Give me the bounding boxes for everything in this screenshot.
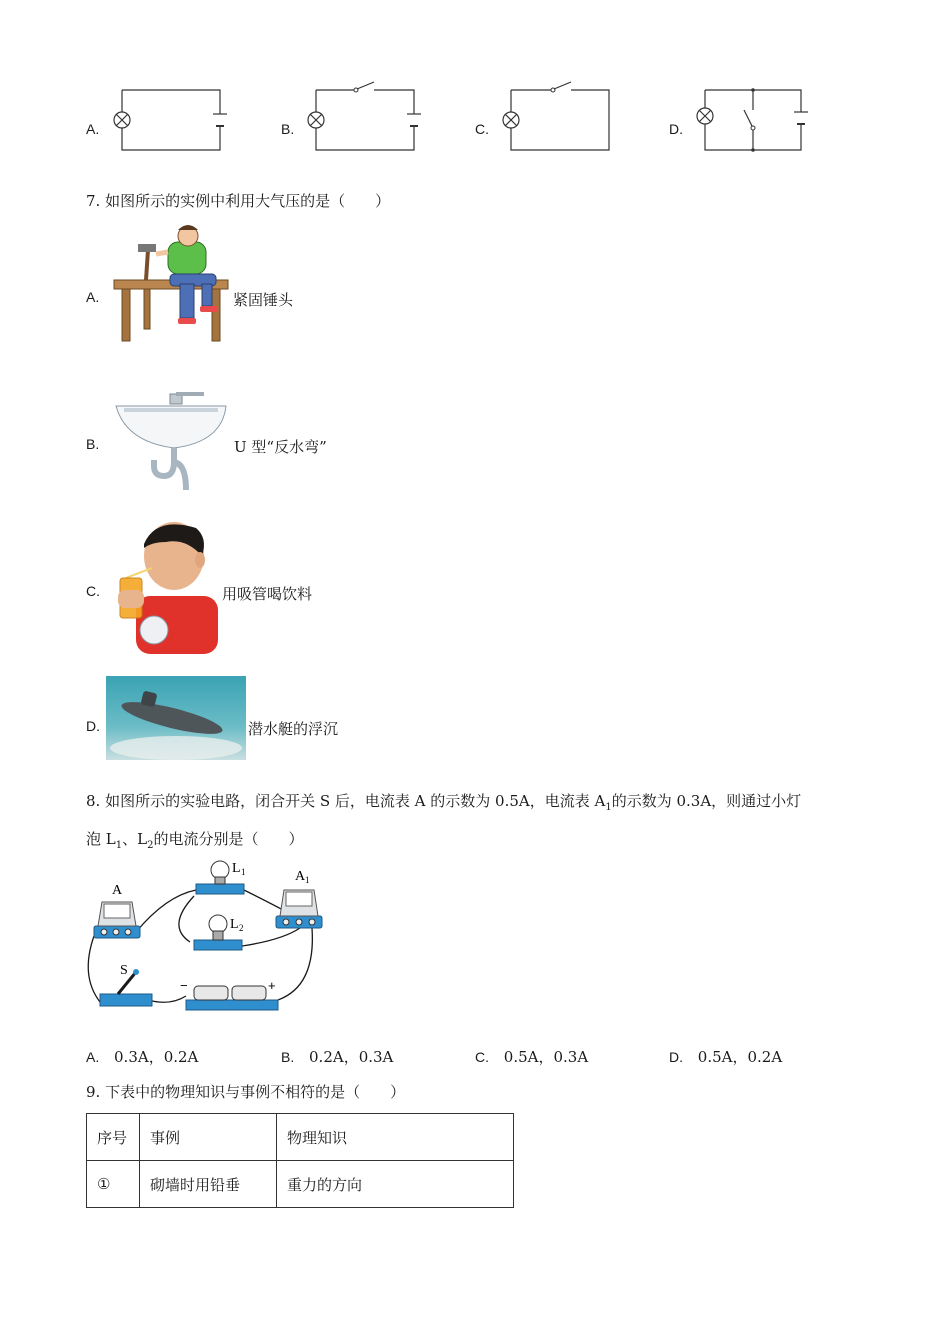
table-row xyxy=(87,1161,514,1208)
q8-line2b-text: 、L xyxy=(122,830,148,848)
q8-option-b-text: 0.2A，0.3A xyxy=(309,1048,394,1066)
q8-line2c-text: 的电流分别是（ ） xyxy=(153,830,304,848)
q8-line2a-text: 泡 L xyxy=(86,830,116,848)
q8-option-b[interactable] xyxy=(281,1046,393,1067)
q8-option-a-label: A. xyxy=(86,1049,100,1065)
sink-u-trap-icon xyxy=(114,392,230,492)
q8-option-d-label: D. xyxy=(669,1049,683,1065)
q7-option-d-label[interactable]: D. xyxy=(86,718,100,734)
q8-l1-sub: 1 xyxy=(115,840,123,851)
q8-circuit-diagram xyxy=(86,856,336,1016)
label-a: A xyxy=(112,883,123,898)
q7-option-d-text: 潜水艇的浮沉 xyxy=(248,720,339,738)
q7-option-c-label[interactable]: C. xyxy=(86,583,100,599)
q7-question: 7. 如图所示的实例中利用大气压的是（ ） xyxy=(86,192,391,210)
q8-option-d-text: 0.5A，0.2A xyxy=(697,1048,783,1066)
q8-option-c-text: 0.5A，0.3A xyxy=(503,1048,589,1066)
q6-circuit-a xyxy=(112,88,232,152)
table-cell: 砌墙时用铅垂 xyxy=(140,1161,277,1208)
q6-circuit-d xyxy=(695,88,815,152)
q8-option-a[interactable] xyxy=(86,1046,198,1067)
q8-question-line-2 xyxy=(86,828,303,851)
label-plus: + xyxy=(268,978,276,993)
q8-option-d[interactable] xyxy=(669,1046,782,1067)
q9-question: 9. 下表中的物理知识与事例不相符的是（ ） xyxy=(86,1083,406,1101)
q8-option-c[interactable] xyxy=(475,1046,588,1067)
q6-option-a-label[interactable]: A. xyxy=(86,121,100,137)
table-header-cell: 序号 xyxy=(87,1114,140,1161)
table-cell: ① xyxy=(87,1161,140,1208)
q7-option-c-text: 用吸管喝饮料 xyxy=(222,585,313,603)
q6-circuit-b xyxy=(306,80,426,152)
q8-option-c-label: C. xyxy=(475,1049,489,1065)
table-header-cell: 事例 xyxy=(140,1114,277,1161)
label-l1: L xyxy=(232,861,241,876)
q8-l2-sub: 2 xyxy=(147,840,154,851)
label-a1: A xyxy=(295,869,306,884)
q6-option-d-label[interactable]: D. xyxy=(669,121,683,137)
label-minus: − xyxy=(180,978,188,993)
q6-circuit-c xyxy=(501,80,621,152)
q6-option-c-label[interactable]: C. xyxy=(475,121,489,137)
q7-option-a-label[interactable]: A. xyxy=(86,289,100,305)
ammeter-a-icon xyxy=(94,902,140,938)
man-hammering-icon xyxy=(108,224,232,348)
label-l1-sub: 1 xyxy=(241,867,246,877)
label-a1-sub: 1 xyxy=(305,875,310,885)
q6-option-b-label[interactable]: B. xyxy=(281,121,295,137)
q8-line1-text: 8. 如图所示的实验电路，闭合开关 S 后，电流表 A 的示数为 0.5A，电流表 A xyxy=(86,792,606,810)
label-l2-sub: 2 xyxy=(239,923,244,933)
table-header-row xyxy=(87,1114,514,1161)
table-header-cell: 物理知识 xyxy=(277,1114,514,1161)
label-l2: L xyxy=(230,917,239,932)
label-s: S xyxy=(120,963,128,978)
q7-option-b-text: U 型“反水弯” xyxy=(234,438,327,456)
q8-option-a-text: 0.3A，0.2A xyxy=(114,1048,199,1066)
q7-option-b-label[interactable]: B. xyxy=(86,436,100,452)
q8-option-b-label: B. xyxy=(281,1049,295,1065)
q9-table xyxy=(86,1113,514,1208)
q7-option-a-text: 紧固锤头 xyxy=(233,291,294,309)
q8-a1-sub: 1 xyxy=(605,802,612,813)
boy-drinking-icon xyxy=(116,518,218,654)
table-cell: 重力的方向 xyxy=(277,1161,514,1208)
battery-icon xyxy=(186,986,278,1010)
ammeter-a1-icon xyxy=(276,890,322,928)
q8-line1b-text: 的示数为 0.3A，则通过小灯 xyxy=(611,792,802,810)
submarine-icon xyxy=(106,676,246,760)
q8-question-line-1 xyxy=(86,790,801,813)
